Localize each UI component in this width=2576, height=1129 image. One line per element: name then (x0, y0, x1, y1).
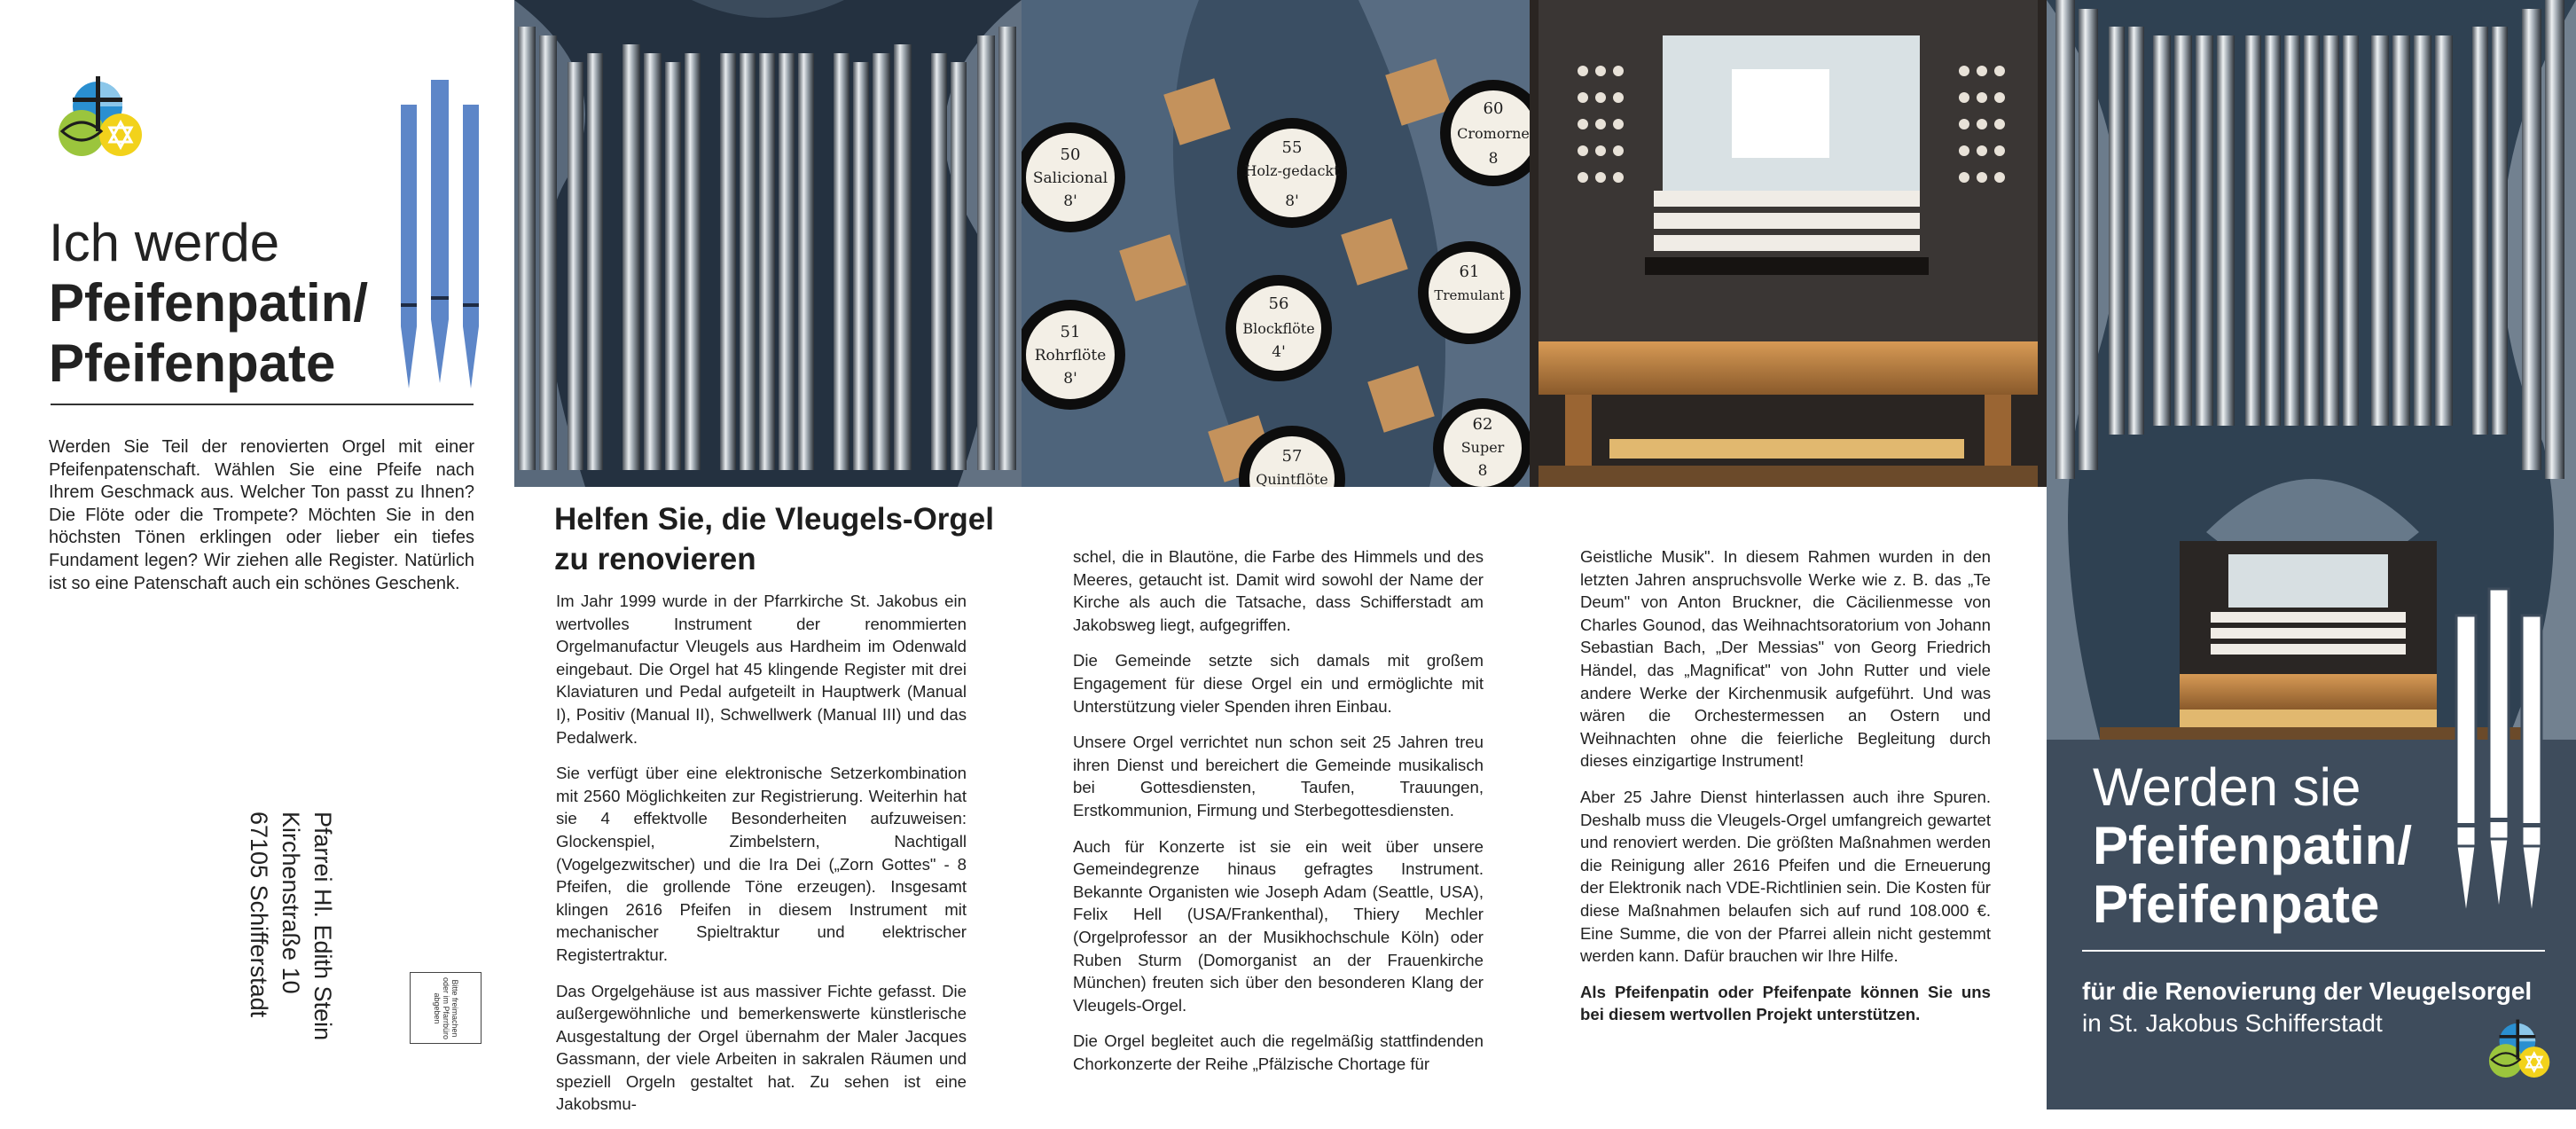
knob-50-number: 50 (1060, 145, 1081, 164)
knob-62-name: Super (1460, 439, 1505, 456)
stamp-box (410, 972, 482, 1044)
article-column-1 (556, 590, 967, 1129)
knob-51-name: Rohrflöte (1034, 347, 1107, 365)
back-title (2093, 758, 2465, 934)
paragraph: schel, die in Blautöne, die Farbe des Himmels und des Meeres, getaucht ist. Damit wird sowohl der Name der Kirche als auch die Tatsache, dass Schifferstadt am Jakobsweg liegt, aufgegriffen. (1073, 547, 1484, 634)
knob-55-pitch: 8' (1285, 192, 1299, 210)
knob-60-pitch: 8 (1488, 150, 1499, 168)
article-heading-line2: zu renovieren (554, 542, 756, 576)
knob-55-number: 55 (1281, 138, 1303, 157)
paragraph: Unsere Orgel verrichtet nun schon seit 25 Jahren treu ihren Dienst und bereichert die Gemeinde musikalisch bei Gottesdiensten, Taufen, Trauungen, Erstkommunion, Firmung und Sterbegottesdiensten. (1073, 733, 1484, 819)
knob-61-name: Tremulant (1434, 287, 1505, 303)
stamp-note: Bitte freimachen oder im Pfarrbüro abgeben (432, 976, 459, 1039)
knob-50-pitch: 8' (1063, 192, 1077, 210)
article-column-2 (1073, 545, 1484, 1088)
knob-57-number: 57 (1281, 447, 1303, 466)
stop-knobs-photo (1022, 0, 1530, 487)
knob-51-number: 51 (1060, 323, 1081, 341)
knob-50-name: Salicional (1032, 169, 1108, 187)
organ-pipes-outline-icon (2453, 585, 2545, 922)
address-line1: Pfarrei Hl. Edith Stein (309, 811, 336, 1041)
back-subtitle: in St. Jakobus Schifferstadt (2082, 1009, 2383, 1037)
paragraph: Sie verfügt über eine elektronische Setzerkombination mit 2560 Möglichkeiten zur Registrierung. Weiterhin hat sie 4 effektvolle Besonderheiten aufzuweisen: Glockenspiel, Zimbelstern, Nachtigall (Vogelgezwitscher) und die Ira Dei („Zorn Gottes" - 8 Pfeifen, die grollende Töne erzeugen). Insgesamt klingen 2616 Pfeifen in diesem Instrument mit mechanischer Spieltraktur und elektrischer Registertraktur. (556, 764, 967, 964)
back-divider (2082, 950, 2545, 952)
back-title-line2: Pfeifenpatin/ (2093, 816, 2413, 875)
paragraph: Auch für Konzerte ist sie ein weit über unsere Gemeindegrenze hinaus gefragtes Instrument. Bekannte Organisten wie Joseph Adam (Seattle, USA), Felix Hell (USA/Frankenthal), Thiery Mechler (Orgelprofessor an der Musikhochschule Köln) oder Ruben Sturm (Domorganist an der Frauenkirche München) freuten sich über den besonderen Klang der Vleugels-Orgel. (1073, 836, 1484, 1015)
paragraph: Die Gemeinde setzte sich damals mit großem Engagement für diese Orgel ein und ermöglichte mit Unterstützung vieler Spenden ihren Einbau. (1073, 651, 1484, 716)
cover-title-line3: Pfeifenpate (49, 333, 336, 393)
knob-57-name: Quintflöte (1256, 471, 1328, 487)
cover-intro-text: Werden Sie Teil der renovierten Orgel mit einer Pfeifenpatenschaft. Wählen Sie eine Pfeife nach Ihrem Geschmack aus. Welcher Ton passt zu Ihnen? Die Flöte oder die Trompete? Möchten Sie in den höchsten Tönen erklingen oder lieber ein tiefes Fundament legen? Wir ziehen alle Register. Natürlich ist so eine Patenschaft auch ein schönes Geschenk. (49, 437, 474, 593)
organ-console-photo (1530, 0, 2047, 487)
knob-60-number: 60 (1483, 99, 1504, 118)
paragraph: Im Jahr 1999 wurde in der Pfarrkirche St. Jakobus ein wertvolles Instrument der renommierten Orgelmanufactur Vleugels aus Hardheim im Odenwald eingebaut. Die Orgel hat 45 klingende Register mit drei Klaviaturen und Pedal aufgeteilt in Hauptwerk (Manual I), Positiv (Manual II), Schwellwerk (Manual III) und das Pedalwerk. (556, 592, 967, 747)
knob-55-name: Holz-gedackt (1244, 162, 1340, 179)
organ-pipes-photo (514, 0, 1022, 487)
parish-logo-icon (2486, 1016, 2557, 1082)
knob-56-pitch: 4' (1272, 343, 1286, 361)
paragraph: Die Orgel begleitet auch die regelmäßig stattfindenden Chorkonzerte der Reihe „Pfälzische Chortage für (1073, 1031, 1484, 1073)
knob-60-name: Cromorne (1457, 125, 1530, 142)
paragraph: Das Orgelgehäuse ist aus massiver Fichte gefasst. Die außergewöhnliche und bemerkenswerte künstlerische Ausgestaltung der Orgel übernahm der Maler Jacques Gassmann, der viele Arbeiten in sakralen Räumen und speziell Orgeln gestaltet hat. Zu sehen ist eine Jakobsmu- (556, 981, 967, 1114)
back-title-line1: Werden sie (2093, 757, 2361, 817)
cover-title-line1: Ich werde (49, 213, 280, 272)
organ-pipes-icon (397, 76, 482, 392)
call-to-action: Als Pfeifenpatin oder Pfeifenpate können Sie uns bei diesem wertvollen Projekt unterstützen. (1580, 982, 1991, 1024)
article-heading (554, 499, 1015, 579)
address-line3: 67105 Schifferstadt (246, 811, 272, 1018)
article-column-3 (1580, 545, 1991, 1039)
back-title-line3: Pfeifenpate (2093, 874, 2380, 934)
address-line2: Kirchenstraße 10 (278, 811, 304, 994)
knob-62-pitch: 8 (1477, 462, 1488, 480)
knob-61-number: 61 (1459, 263, 1480, 281)
knob-62-number: 62 (1472, 415, 1493, 434)
knob-56-name: Blockflöte (1242, 320, 1315, 337)
cover-title (49, 213, 403, 394)
article-heading-line1: Helfen Sie, die Vleugels-Orgel (554, 502, 994, 537)
knob-56-number: 56 (1268, 294, 1289, 313)
parish-logo-icon (55, 73, 153, 161)
paragraph: Geistliche Musik". In diesem Rahmen wurden in den letzten Jahren anspruchsvolle Werke wie z. B. das „Te Deum" von Anton Bruckner, die Cäcilienmesse von Charles Gounod, das Weihnachtsoratorium von Johann Sebastian Bach, „Der Messias" von Georg Friedrich Händel, das „Magnificat" von John Rutter und viele andere Werke der Kirchenmusik aufgeführt. Und was wären die Orchestermessen an Ostern und Weihnachten ohne die feierliche Begleitung durch dieses einzigartige Instrument! (1580, 547, 1991, 771)
cover-divider (51, 404, 474, 405)
back-subtitle-bold: für die Renovierung der Vleugelsorgel (2082, 977, 2533, 1005)
knob-51-pitch: 8' (1063, 370, 1077, 388)
paragraph: Aber 25 Jahre Dienst hinterlassen auch ihre Spuren. Deshalb muss die Vleugels-Orgel umfangreich gewartet und renoviert werden. Die größten Maßnahmen werden die Reinigung aller 2616 Pfeifen und die Erneuerung der Elektronik nach VDE-Richtlinien sein. Die Kosten für diese Maßnahmen belaufen sich auf rund 108.000 €. Eine Summe, die von der Pfarrei allein nicht gestemmt werden kann. Dafür brauchen wir Ihre Hilfe. (1580, 787, 1991, 966)
cover-title-line2: Pfeifenpatin/ (49, 273, 369, 333)
